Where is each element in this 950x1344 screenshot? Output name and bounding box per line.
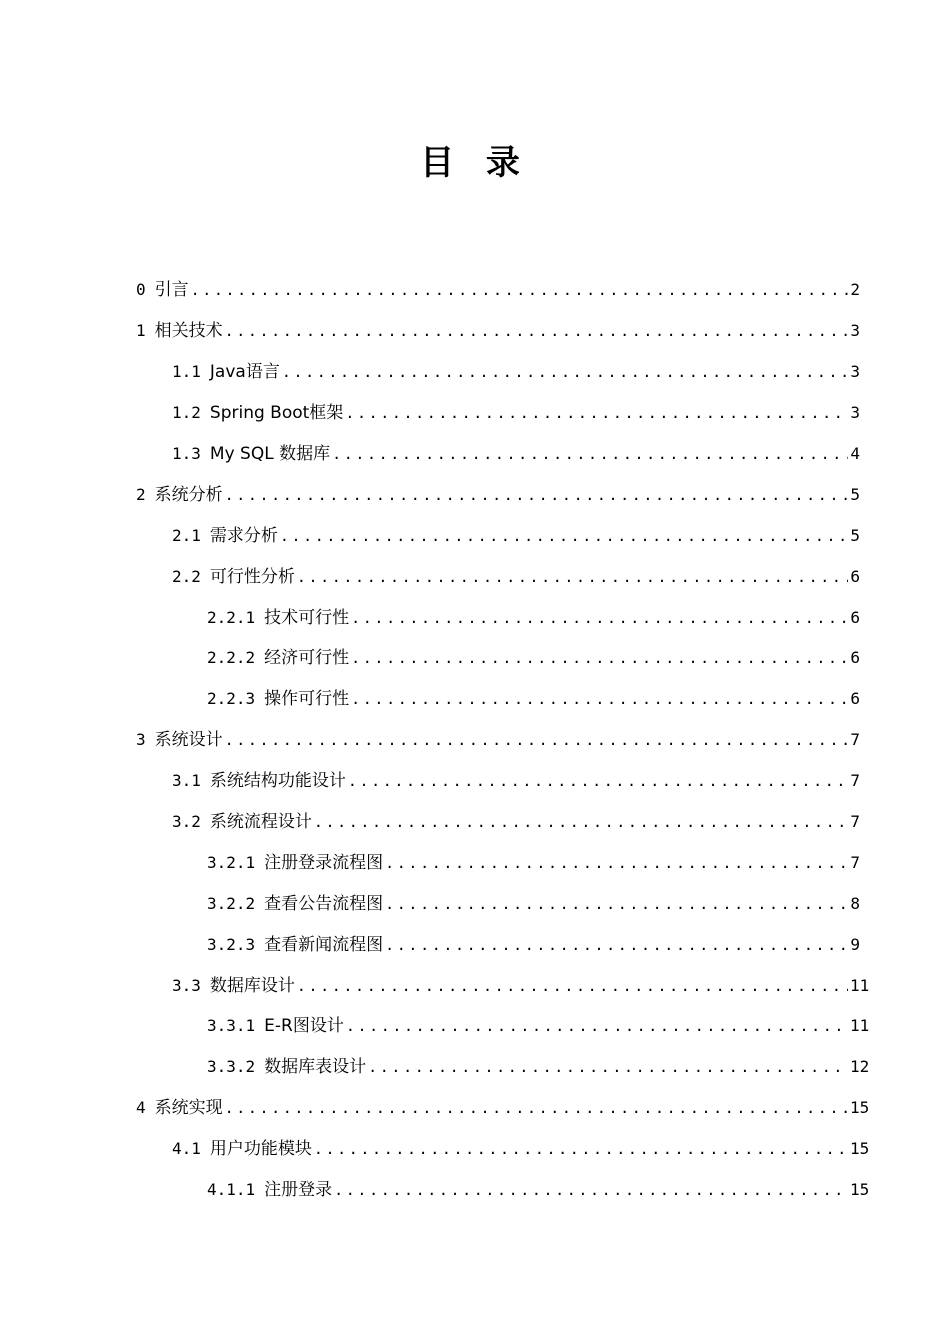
toc-section-number: 4.1.1 bbox=[207, 1180, 256, 1200]
toc-section-number: 3.3.2 bbox=[207, 1057, 256, 1077]
toc-dot-leader bbox=[314, 812, 848, 832]
toc-entry[interactable] bbox=[0, 638, 950, 679]
toc-section-title: My SQL 数据库 bbox=[209, 444, 331, 464]
toc-page-number: 6 bbox=[850, 648, 860, 668]
toc-dot-leader bbox=[385, 935, 848, 955]
toc-entry-row bbox=[136, 319, 860, 343]
toc-section-number: 4.1 bbox=[172, 1139, 201, 1159]
toc-page-number: 7 bbox=[850, 730, 860, 750]
toc-entry[interactable] bbox=[0, 270, 950, 311]
toc-entry[interactable] bbox=[0, 311, 950, 352]
toc-section-title: 相关技术 bbox=[154, 321, 223, 342]
toc-entry-row bbox=[172, 769, 860, 793]
toc-section-number: 1.1 bbox=[172, 362, 201, 382]
toc-page-number: 7 bbox=[850, 771, 860, 791]
toc-dot-leader bbox=[297, 976, 848, 996]
toc-section-number: 3.1 bbox=[172, 771, 201, 791]
toc-entry-row bbox=[136, 1096, 870, 1120]
toc-entry-row bbox=[172, 524, 860, 548]
toc-page-number: 6 bbox=[850, 689, 860, 709]
toc-page-number: 11 bbox=[850, 1016, 870, 1036]
toc-page-number: 7 bbox=[850, 852, 860, 872]
toc-entry[interactable] bbox=[0, 556, 950, 597]
toc-section-title: 系统流程设计 bbox=[209, 812, 312, 833]
toc-entry[interactable] bbox=[0, 1047, 950, 1088]
toc-page-number: 5 bbox=[850, 484, 860, 504]
toc-section-title: 数据库设计 bbox=[209, 975, 295, 996]
toc-page-number: 2 bbox=[850, 280, 860, 300]
toc-section-title: 可行性分析 bbox=[209, 566, 295, 587]
toc-dot-leader bbox=[280, 526, 848, 546]
toc-entry-row bbox=[207, 1178, 870, 1202]
toc-section-number: 3 bbox=[136, 730, 146, 750]
toc-entry-row bbox=[207, 933, 860, 957]
toc-page-number: 15 bbox=[850, 1139, 870, 1159]
toc-entry[interactable] bbox=[0, 1170, 950, 1211]
toc-entry[interactable] bbox=[0, 515, 950, 556]
toc-entry[interactable] bbox=[0, 802, 950, 843]
toc-page-number: 8 bbox=[850, 893, 860, 913]
toc-dot-leader bbox=[334, 1180, 848, 1200]
toc-dot-leader bbox=[297, 567, 848, 587]
toc-entry[interactable] bbox=[0, 679, 950, 720]
toc-entry-row bbox=[207, 687, 860, 711]
toc-dot-leader bbox=[351, 689, 848, 709]
toc-section-title: 查看公告流程图 bbox=[264, 893, 384, 914]
toc-entry-row bbox=[172, 401, 860, 425]
toc-section-number: 2.2.1 bbox=[207, 607, 256, 627]
toc-dot-leader bbox=[191, 280, 848, 300]
toc-section-title: 技术可行性 bbox=[264, 607, 350, 628]
toc-entry[interactable] bbox=[0, 924, 950, 965]
toc-section-number: 1.3 bbox=[172, 444, 201, 463]
toc-section-number: 2.2.2 bbox=[207, 648, 256, 668]
toc-dot-leader bbox=[351, 648, 848, 668]
toc-entry-row bbox=[136, 483, 860, 507]
toc-section-number: 3.3.1 bbox=[207, 1016, 256, 1036]
toc-section-title: 注册登录流程图 bbox=[264, 852, 384, 873]
toc-section-number: 2.2.3 bbox=[207, 689, 256, 709]
toc-dot-leader bbox=[225, 321, 848, 341]
toc-dot-leader bbox=[348, 771, 848, 791]
toc-page-number: 12 bbox=[850, 1057, 870, 1077]
toc-entry[interactable] bbox=[0, 1088, 950, 1129]
toc-dot-leader bbox=[225, 1098, 848, 1118]
toc-entry-row bbox=[172, 810, 860, 834]
toc-dot-leader bbox=[346, 1016, 848, 1036]
toc-page-number: 9 bbox=[850, 934, 860, 954]
toc-list bbox=[0, 270, 950, 1210]
toc-section-number: 2.2 bbox=[172, 566, 201, 586]
toc-section-title: 操作可行性 bbox=[264, 689, 350, 710]
toc-dot-leader bbox=[314, 1139, 848, 1159]
toc-page-number: 15 bbox=[850, 1098, 870, 1118]
toc-dot-leader bbox=[385, 853, 848, 873]
toc-entry-row bbox=[172, 974, 870, 998]
toc-section-number: 3.3 bbox=[172, 975, 201, 995]
toc-dot-leader bbox=[345, 403, 848, 423]
toc-page-number: 6 bbox=[850, 607, 860, 627]
toc-entry[interactable] bbox=[0, 1006, 950, 1047]
toc-section-title: 经济可行性 bbox=[264, 648, 350, 669]
toc-dot-leader bbox=[351, 608, 848, 628]
toc-entry-row bbox=[207, 892, 860, 916]
toc-dot-leader bbox=[282, 362, 848, 382]
toc-entry-row bbox=[207, 1055, 870, 1079]
toc-entry[interactable] bbox=[0, 1129, 950, 1170]
toc-section-title: 系统分析 bbox=[154, 484, 223, 505]
toc-section-title: 系统结构功能设计 bbox=[209, 771, 346, 792]
toc-entry-row bbox=[172, 442, 860, 466]
toc-section-number: 2 bbox=[136, 484, 146, 504]
toc-section-title: 需求分析 bbox=[209, 525, 278, 546]
toc-dot-leader bbox=[225, 485, 848, 505]
toc-entry-row bbox=[207, 646, 860, 670]
toc-dot-leader bbox=[385, 894, 848, 914]
toc-entry-row bbox=[207, 606, 860, 630]
toc-section-number: 3.2.1 bbox=[207, 852, 256, 872]
toc-dot-leader bbox=[225, 730, 848, 750]
toc-title: 目 录 bbox=[420, 143, 530, 183]
toc-page-number: 11 bbox=[850, 975, 870, 995]
toc-section-number: 3.2.2 bbox=[207, 893, 256, 913]
toc-dot-leader bbox=[368, 1057, 848, 1077]
toc-page-number: 4 bbox=[850, 444, 860, 463]
toc-section-number: 0 bbox=[136, 280, 146, 300]
toc-entry-row bbox=[172, 360, 860, 384]
toc-entry-row bbox=[207, 851, 860, 875]
toc-dot-leader bbox=[332, 444, 848, 464]
toc-section-number: 1 bbox=[136, 321, 146, 341]
toc-entry-row bbox=[136, 278, 860, 302]
toc-entry-row bbox=[136, 728, 860, 752]
toc-entry[interactable] bbox=[0, 761, 950, 802]
toc-section-title: 数据库表设计 bbox=[264, 1057, 367, 1078]
toc-section-title: Java语言 bbox=[209, 362, 280, 383]
toc-section-title: 系统实现 bbox=[154, 1098, 223, 1119]
toc-section-title: 查看新闻流程图 bbox=[264, 934, 384, 955]
toc-entry-row bbox=[172, 565, 860, 589]
toc-entry[interactable] bbox=[0, 352, 950, 393]
toc-section-title: E-R图设计 bbox=[264, 1016, 344, 1037]
toc-entry[interactable] bbox=[0, 597, 950, 638]
toc-entry[interactable] bbox=[0, 965, 950, 1006]
toc-page-number: 3 bbox=[850, 362, 860, 382]
toc-entry[interactable] bbox=[0, 842, 950, 883]
toc-section-number: 2.1 bbox=[172, 525, 201, 545]
toc-entry[interactable] bbox=[0, 393, 950, 434]
toc-page-number: 3 bbox=[850, 321, 860, 341]
toc-page-number: 3 bbox=[850, 403, 860, 423]
toc-entry-row bbox=[207, 1014, 870, 1038]
toc-section-title: 引言 bbox=[154, 280, 189, 301]
toc-page-number: 7 bbox=[850, 812, 860, 832]
toc-entry-row bbox=[172, 1137, 870, 1161]
toc-section-number: 4 bbox=[136, 1098, 146, 1118]
toc-page-number: 6 bbox=[850, 566, 860, 586]
toc-entry[interactable] bbox=[0, 883, 950, 924]
toc-section-title: 系统设计 bbox=[154, 730, 223, 751]
toc-page-number: 15 bbox=[850, 1180, 870, 1200]
toc-section-number: 1.2 bbox=[172, 403, 201, 423]
toc-section-number: 3.2 bbox=[172, 812, 201, 832]
toc-section-title: 注册登录 bbox=[264, 1180, 333, 1201]
toc-section-number: 3.2.3 bbox=[207, 934, 256, 954]
toc-entry[interactable] bbox=[0, 434, 950, 475]
toc-entry[interactable] bbox=[0, 474, 950, 515]
toc-section-title: 用户功能模块 bbox=[209, 1139, 312, 1160]
toc-section-title: Spring Boot框架 bbox=[209, 403, 344, 424]
toc-entry[interactable] bbox=[0, 720, 950, 761]
toc-page-number: 5 bbox=[850, 525, 860, 545]
